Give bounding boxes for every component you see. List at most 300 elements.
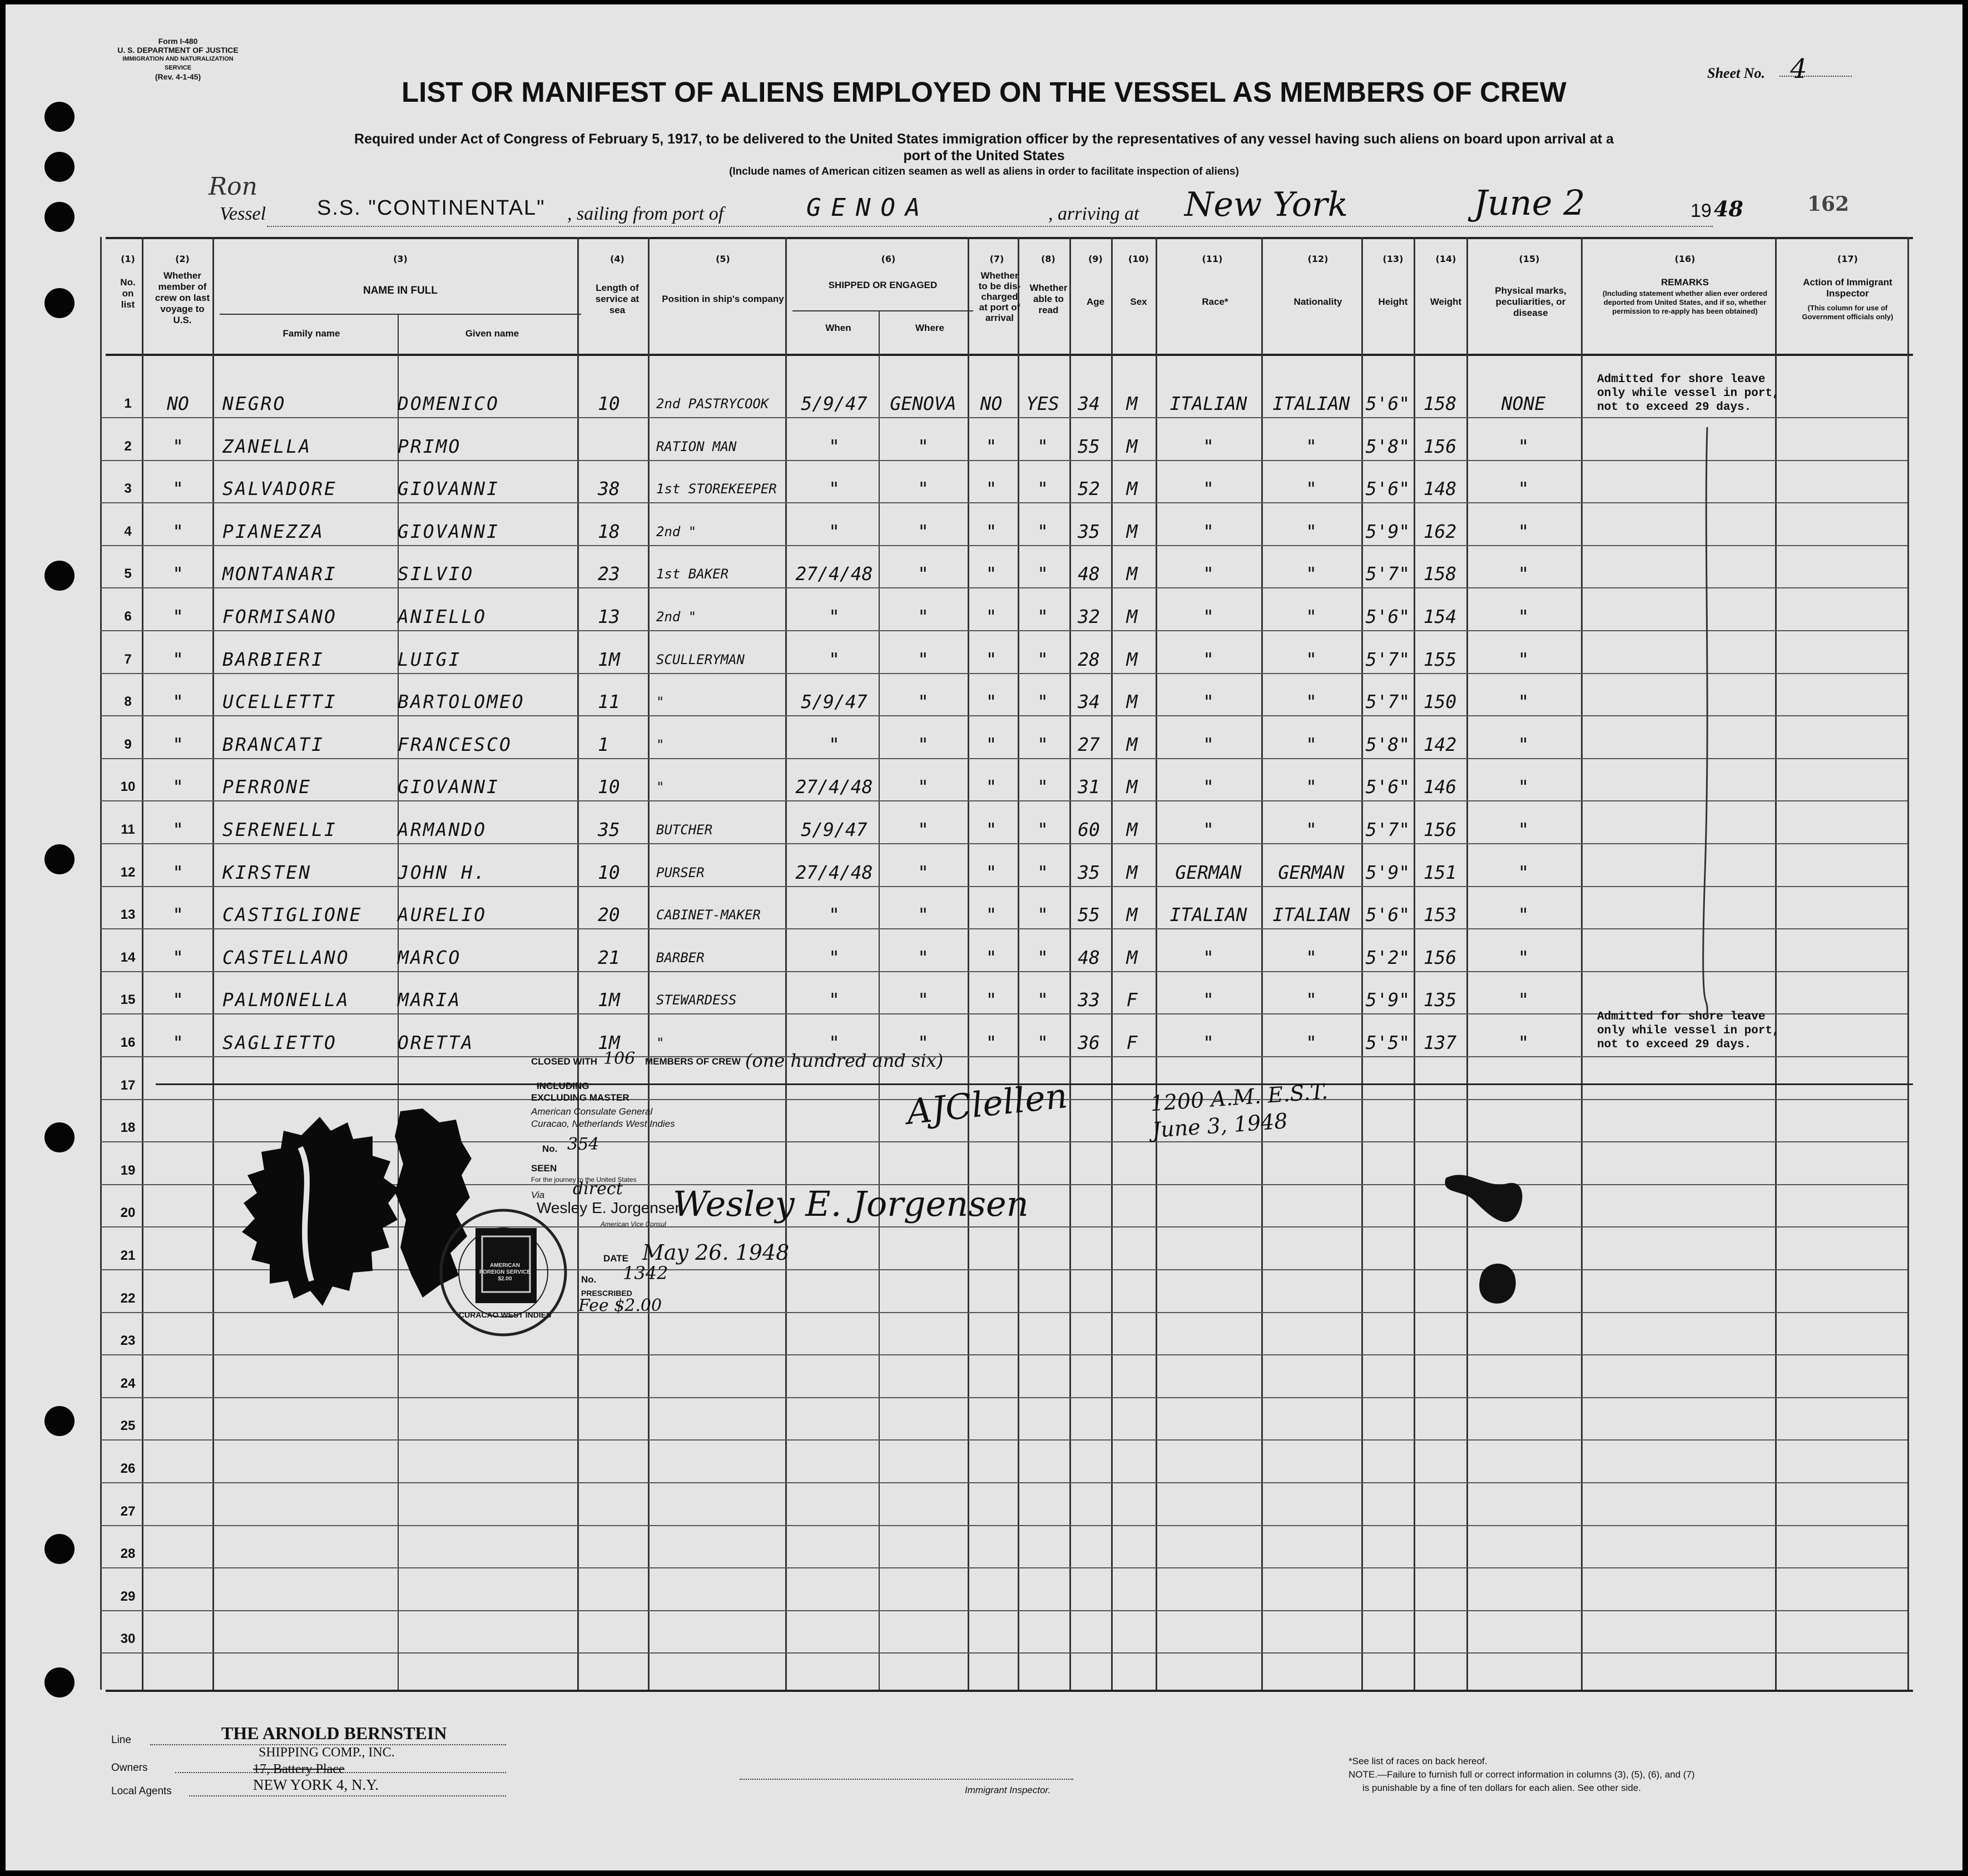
header-height: Height [1378,296,1408,307]
header-weight: Weight [1430,296,1462,307]
shipped-where-cell: " [918,904,929,926]
race-cell: " [1203,606,1214,627]
shipped-where-cell: GENOVA [890,393,956,414]
punch-hole [44,288,75,318]
height-cell: 5'8" [1365,435,1410,457]
consulate-line-1: American Consulate General [531,1106,653,1117]
weight-cell: 142 [1423,733,1457,755]
shipped-when-cell: " [829,946,840,968]
shipped-when-cell: 27/4/48 [795,563,873,585]
revision: (Rev. 4-1-45) [155,72,201,81]
physical-marks-cell: " [1518,819,1529,840]
physical-marks-cell: " [1518,648,1529,670]
family-name-cell: KIRSTEN [222,861,312,883]
row-number: 1 [124,396,132,411]
shipped-when-cell: " [829,435,840,457]
able-to-read-cell: " [1037,776,1048,798]
nationality-cell: " [1306,648,1317,670]
age-cell: 36 [1078,1032,1100,1053]
shipped-where-cell: " [918,563,929,585]
fee-no-value: 1342 [623,1263,668,1284]
height-cell: 5'7" [1365,819,1410,840]
service-length-cell: 23 [598,563,620,585]
position-cell: 1st STOREKEEPER [656,481,777,497]
position-cell: " [656,736,665,753]
position-cell: 2nd " [656,609,697,625]
given-name-cell: ARMANDO [398,819,487,840]
position-cell: BARBER [656,949,705,966]
weight-cell: 153 [1423,904,1457,926]
row-number: 13 [120,907,136,923]
seen-label: SEEN [531,1163,557,1174]
row-line [100,502,1907,503]
last-voyage-cell: " [172,435,184,457]
date-label: DATE [603,1253,629,1264]
discharged-cell: " [985,946,997,968]
via-value: direct [573,1179,623,1199]
row-number: 5 [124,566,132,582]
row-line [100,1439,1907,1441]
physical-marks-cell: " [1518,1032,1529,1053]
last-voyage-cell: " [172,904,184,926]
able-to-read-cell: " [1037,520,1048,542]
members-label: MEMBERS OF CREW [645,1056,741,1067]
position-cell: 2nd PASTRYCOOK [656,396,769,412]
col-num: (17) [1837,254,1858,264]
height-cell: 5'6" [1365,478,1410,500]
department: U. S. DEPARTMENT OF JUSTICE [117,46,239,55]
weight-cell: 148 [1423,478,1457,500]
sailing-label: , sailing from port of [567,204,724,224]
last-voyage-cell: " [172,563,184,585]
height-cell: 5'6" [1365,393,1410,414]
weight-cell: 162 [1423,520,1457,542]
row-number: 8 [124,694,132,710]
row-number: 27 [120,1503,136,1519]
family-name-cell: CASTELLANO [222,946,350,968]
last-voyage-cell: " [172,819,184,840]
col-num: (15) [1519,254,1540,264]
race-cell: ITALIAN [1169,904,1247,926]
row-number: 16 [120,1035,136,1050]
row-number: 25 [120,1418,136,1434]
race-cell: " [1203,563,1214,585]
row-number: 15 [120,992,136,1008]
local-agents-label: Local Agents [111,1785,172,1797]
row-number: 19 [120,1162,136,1178]
remarks-ditto-line [1696,427,1718,1017]
nationality-cell: " [1306,946,1317,968]
shipped-where-cell: " [918,435,929,457]
sex-cell: M [1126,606,1138,627]
nationality-cell: " [1306,1032,1317,1053]
row-line [100,843,1907,844]
revenue-stamp-text: AMERICAN FOREIGN SERVICE $2.00 [479,1263,531,1282]
height-cell: 5'2" [1365,946,1410,968]
row-line [100,1482,1907,1483]
shipped-where-cell: " [918,861,929,883]
page-title: LIST OR MANIFEST OF ALIENS EMPLOYED ON THE VESSEL AS MEMBERS OF CREW [401,76,1567,108]
row-number: 18 [120,1120,136,1136]
age-cell: 52 [1078,478,1100,500]
discharged-cell: " [985,563,997,585]
sex-cell: M [1126,819,1138,840]
header-remarks: REMARKS [1661,277,1709,288]
row-line [100,1652,1907,1654]
col-num: (9) [1088,254,1103,264]
shipped-when-cell: " [829,478,840,500]
sex-cell: M [1126,648,1138,670]
last-voyage-cell: " [172,478,184,500]
family-name-cell: PIANEZZA [222,520,324,542]
col-num: (16) [1674,254,1696,264]
header-where: Where [915,323,944,333]
column-line [1907,237,1909,1690]
given-name-cell: SILVIO [398,563,474,585]
able-to-read-cell: " [1037,606,1048,627]
position-cell: RATION MAN [656,438,737,454]
nationality-cell: " [1306,733,1317,755]
punch-hole [44,844,75,874]
position-cell: SCULLERYMAN [656,651,745,667]
discharged-cell: " [985,478,997,500]
subtitle-1: Required under Act of Congress of February 5, 1917, to be delivered to the United States immigration officer by the representatives of any vessel having such aliens on board upon arrival at a [354,131,1614,147]
race-cell: " [1203,733,1214,755]
service-length-cell: 18 [598,520,620,542]
physical-marks-cell: " [1518,691,1529,713]
family-name-cell: BRANCATI [222,733,324,755]
able-to-read-cell: " [1037,648,1048,670]
last-voyage-cell: " [172,606,184,627]
row-number: 7 [124,651,132,667]
race-cell: " [1203,435,1214,457]
weight-cell: 158 [1423,563,1457,585]
age-cell: 60 [1078,819,1100,840]
header-remarks-sub: (Including statement whether alien ever ordered deported from United States, and if so, whether permission to re-apply has been obtained) [1602,289,1768,315]
shipped-where-cell: " [918,478,929,500]
discharged-cell: " [985,904,997,926]
col-num: (2) [175,254,190,264]
excluding-label: EXCLUDING MASTER [531,1092,629,1103]
discharged-cell: " [985,861,997,883]
shipped-where-cell: " [918,946,929,968]
note-races: *See list of races on back hereof. [1349,1756,1488,1766]
header-age: Age [1086,296,1105,307]
weight-cell: 155 [1423,648,1457,670]
date-value: May 26. 1948 [642,1240,790,1265]
weight-cell: 156 [1423,946,1457,968]
officer-signature: Wesley E. Jorgensen [673,1184,1029,1224]
row-number: 17 [120,1077,136,1093]
col-num: (8) [1041,254,1055,264]
race-cell: " [1203,819,1214,840]
count-words: (one hundred and six) [745,1050,944,1071]
shipped-where-cell: " [918,819,929,840]
discharged-cell: " [985,819,997,840]
physical-marks-cell: " [1518,563,1529,585]
family-name-cell: PALMONELLA [222,989,350,1011]
row-line [100,1056,1907,1057]
weight-cell: 151 [1423,861,1457,883]
age-cell: 35 [1078,520,1100,542]
service-length-cell: 1M [598,1032,620,1053]
row-number: 14 [120,949,136,965]
row-number: 10 [120,779,136,795]
race-cell: " [1203,520,1214,542]
row-number: 22 [120,1290,136,1306]
position-cell: " [656,1035,665,1051]
row-number: 24 [120,1375,136,1391]
nationality-cell: " [1306,435,1317,457]
row-line [100,460,1907,461]
weight-cell: 156 [1423,819,1457,840]
header-physical-marks: Physical marks, peculiarities, or disease [1495,285,1567,318]
sex-cell: M [1126,733,1138,755]
physical-marks-cell: " [1518,776,1529,798]
shipped-where-cell: " [918,1032,929,1053]
column-line [1775,237,1777,1690]
nationality-cell: ITALIAN [1272,904,1350,926]
able-to-read-cell: " [1037,819,1048,840]
owners-value: SHIPPING COMP., INC. [259,1745,395,1760]
row-number: 30 [120,1631,136,1647]
physical-marks-cell: NONE [1501,393,1546,414]
col-num: (14) [1435,254,1456,264]
nationality-cell: " [1306,989,1317,1011]
discharged-cell: " [985,435,997,457]
service-length-cell: 10 [598,393,620,414]
col-num: (10) [1128,254,1149,264]
family-name-cell: ZANELLA [222,435,312,457]
shipped-when-cell: 5/9/47 [801,819,867,840]
height-cell: 5'7" [1365,691,1410,713]
closed-with-label: CLOSED WITH [531,1056,597,1067]
row-number: 3 [124,481,132,497]
nationality-cell: ITALIAN [1272,393,1350,414]
nationality-cell: GERMAN [1278,861,1345,883]
consulate-line-2: Curacao, Netherlands West Indies [531,1118,675,1129]
sex-cell: M [1126,904,1138,926]
punch-hole [44,1534,75,1564]
position-cell: 1st BAKER [656,566,729,582]
race-cell: GERMAN [1175,861,1242,883]
note-line-2: is punishable by a fine of ten dollars for each alien. See other side. [1362,1783,1641,1793]
row-number: 28 [120,1546,136,1562]
position-cell: STEWARDESS [656,992,737,1008]
service-length-cell: 1 [598,733,609,755]
service-length-cell: 1M [598,989,620,1011]
col-num: (5) [716,254,730,264]
officer-title: American Vice Consul [601,1220,666,1228]
able-to-read-cell: " [1037,563,1048,585]
row-number: 29 [120,1588,136,1604]
row-line [100,673,1907,674]
height-cell: 5'9" [1365,861,1410,883]
discharged-cell: " [985,776,997,798]
given-name-cell: GIOVANNI [398,776,499,798]
shipped-when-cell: " [829,606,840,627]
race-cell: " [1203,691,1214,713]
header-able-to-read: Whether able to read [1029,283,1068,315]
row-line [100,587,1907,588]
race-cell: " [1203,989,1214,1011]
note-line-1: NOTE.—Failure to furnish full or correct information in columns (3), (5), (6), and (7) [1349,1769,1695,1780]
sheet-value: 4 [1790,53,1807,85]
sex-cell: M [1126,563,1138,585]
row-number: 6 [124,609,132,624]
header-length-of-service: Length of service at sea [595,283,640,315]
port-from: GENOA [806,194,930,222]
row-number: 21 [120,1248,136,1263]
position-cell: BUTCHER [656,822,713,838]
height-cell: 5'8" [1365,733,1410,755]
header-discharged: Whether to be dis-charged at port of arrival [978,270,1021,323]
sex-cell: F [1126,989,1138,1011]
shipped-where-cell: " [918,733,929,755]
physical-marks-cell: " [1518,478,1529,500]
page-number: 162 [1807,192,1850,216]
header-shipped-engaged: SHIPPED OR ENGAGED [828,280,938,290]
shipped-when-cell: " [829,1032,840,1053]
discharged-cell: " [985,520,997,542]
punch-hole [44,1667,75,1697]
remark-2: Admitted for shore leave only while vessel in port, not to exceed 29 days. [1597,1011,1779,1051]
inspector-label: Immigrant Inspector. [965,1785,1051,1795]
able-to-read-cell: " [1037,733,1048,755]
given-name-cell: ORETTA [398,1032,474,1053]
header-when: When [825,323,851,333]
sex-cell: M [1126,478,1138,500]
family-name-cell: MONTANARI [222,563,337,585]
nationality-cell: " [1306,776,1317,798]
weight-cell: 137 [1423,1032,1457,1053]
given-name-cell: BARTOLOMEO [398,691,525,713]
weight-cell: 150 [1423,691,1457,713]
header-name-in-full: NAME IN FULL [363,285,438,296]
header-position: Position in ship's company [662,294,784,304]
officer-name: Wesley E. Jorgensen [537,1199,684,1216]
physical-marks-cell: " [1518,904,1529,926]
nationality-cell: " [1306,691,1317,713]
shipped-when-cell: " [829,648,840,670]
column-line [212,237,214,1690]
col-num: (6) [881,254,896,264]
given-name-cell: DOMENICO [398,393,499,414]
row-line [100,758,1907,759]
header-sex: Sex [1130,296,1147,307]
last-voyage-cell: " [172,946,184,968]
header-given-name: Given name [465,328,519,339]
able-to-read-cell: " [1037,904,1048,926]
closed-count: 106 [603,1049,636,1068]
inspector-note: 1200 A.M. E.S.T. June 3, 1948 [1149,1079,1329,1143]
subtitle-2: port of the United States [903,148,1065,164]
physical-marks-cell: " [1518,989,1529,1011]
able-to-read-cell: " [1037,989,1048,1011]
shipped-where-cell: " [918,989,929,1011]
last-voyage-cell: " [172,776,184,798]
owners-address: 17, Battery Place [253,1762,345,1776]
header-nationality: Nationality [1293,296,1342,307]
age-cell: 32 [1078,606,1100,627]
age-cell: 48 [1078,946,1100,968]
sex-cell: M [1126,435,1138,457]
consulate-no-label: No. [542,1144,558,1154]
age-cell: 27 [1078,733,1100,755]
service-length-cell: 1M [598,648,620,670]
consulate-no-value: 354 [567,1135,599,1154]
row-line [100,1610,1907,1611]
including-label: INCLUDING [537,1081,589,1091]
column-line [100,237,102,1690]
punch-hole [44,561,75,591]
last-voyage-cell: " [172,648,184,670]
header-no-on-list: No. on list [120,277,136,310]
height-cell: 5'7" [1365,563,1410,585]
shipped-when-cell: 5/9/47 [801,393,867,414]
subtitle-3: (Include names of American citizen seamen as well as aliens in order to facilitate inspection of aliens) [729,166,1239,177]
family-name-cell: BARBIERI [222,648,324,670]
row-line [100,886,1907,887]
able-to-read-cell: " [1037,946,1048,968]
sex-cell: M [1126,776,1138,798]
nationality-cell: " [1306,520,1317,542]
ron-mark: Ron [209,172,257,201]
shipped-when-cell: " [829,733,840,755]
nationality-cell: " [1306,606,1317,627]
row-line [100,417,1907,418]
given-name-cell: GIOVANNI [398,478,499,500]
given-name-cell: ANIELLO [398,606,487,627]
service: IMMIGRATION AND NATURALIZATION SERVICE [122,56,234,71]
service-length-cell: 35 [598,819,620,840]
row-line [100,971,1907,972]
discharged-cell: " [985,691,997,713]
service-length-cell: 11 [598,691,620,713]
sex-cell: M [1126,520,1138,542]
shipped-when-cell: 27/4/48 [795,776,873,798]
row-line [100,1397,1907,1398]
service-length-cell: 21 [598,946,620,968]
height-cell: 5'5" [1365,1032,1410,1053]
punch-hole [44,1122,75,1152]
position-cell: " [656,779,665,795]
col-num: (12) [1307,254,1328,264]
last-voyage-cell: " [172,691,184,713]
physical-marks-cell: " [1518,520,1529,542]
row-line [100,715,1907,716]
age-cell: 35 [1078,861,1100,883]
age-cell: 33 [1078,989,1100,1011]
able-to-read-cell: " [1037,478,1048,500]
discharged-cell: NO [980,393,1003,414]
fee-no-label: No. [581,1274,597,1285]
service-length-cell: 13 [598,606,620,627]
nationality-cell: " [1306,819,1317,840]
row-number: 9 [124,736,132,752]
family-name-cell: NEGRO [222,393,286,414]
row-line [100,928,1907,929]
height-cell: 5'6" [1365,606,1410,627]
able-to-read-cell: " [1037,435,1048,457]
family-name-cell: PERRONE [222,776,312,798]
position-cell: CABINET-MAKER [656,907,761,923]
port-to: New York [1184,185,1348,224]
ink-blot-icon [1474,1256,1524,1311]
header-action: Action of Immigrant Inspector [1803,277,1892,299]
last-voyage-cell: " [172,989,184,1011]
height-cell: 5'9" [1365,989,1410,1011]
